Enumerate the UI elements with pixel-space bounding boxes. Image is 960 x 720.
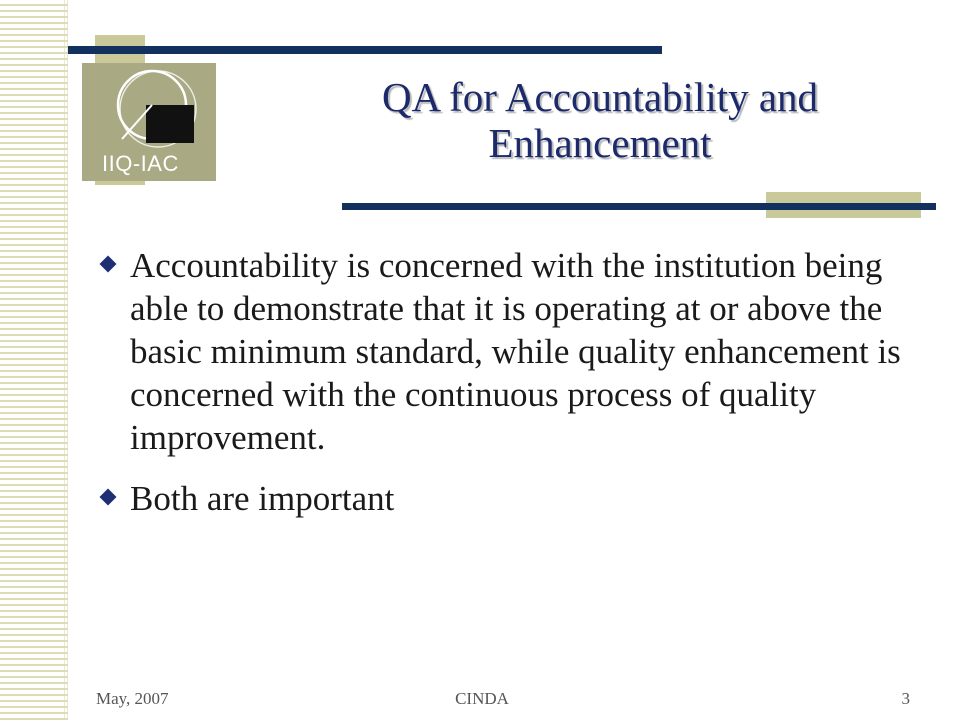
left-stripe-decoration <box>0 0 68 720</box>
bullet-item <box>96 477 916 520</box>
footer-organization: CINDA <box>455 689 509 708</box>
logo-text: IIQ-IAC <box>102 151 179 176</box>
footer-date: May, 2007 <box>96 689 169 708</box>
slide-content <box>96 244 916 538</box>
bullet-item <box>96 244 916 459</box>
logo <box>82 63 216 181</box>
title-bar-bottom <box>342 203 936 210</box>
title-bar-top <box>68 46 662 54</box>
diamond-bullet-icon <box>100 256 117 273</box>
slide-title: QA for Accountability and Enhancement <box>381 74 819 166</box>
page-number: 3 <box>901 689 910 708</box>
diamond-bullet-icon <box>100 489 117 506</box>
bullet-text: Both are important <box>130 479 395 518</box>
bullet-text: Accountability is concerned with the institution being able to demonstrate that it is operating at or above the basic minimum standard, while quality enhancement is concerned with the continuous process of quality improvement. <box>130 246 901 457</box>
